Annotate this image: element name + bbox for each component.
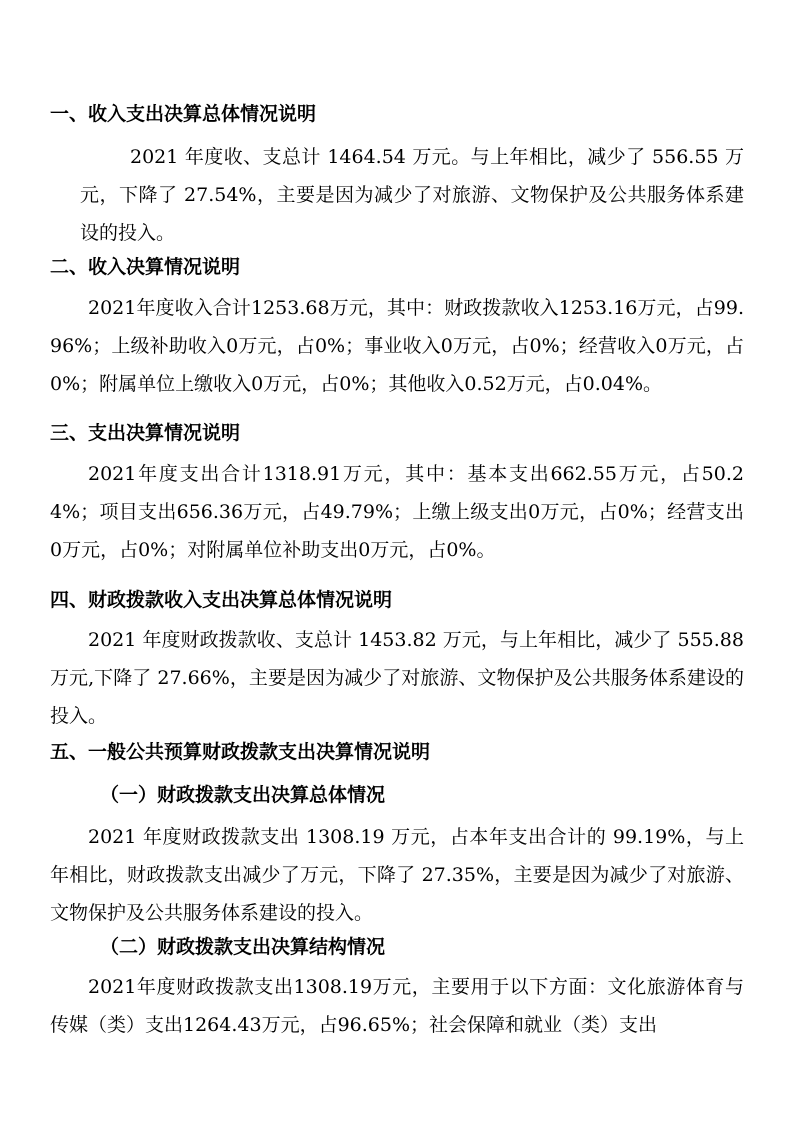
- section-1-heading: 一、收入支出决算总体情况说明: [50, 103, 317, 125]
- section-4-heading: 四、财政拨款收入支出决算总体情况说明: [50, 589, 393, 611]
- subsection-2-heading: （二）财政拨款支出决算结构情况: [100, 936, 386, 958]
- section-3-paragraph: 2021年度支出合计1318.91万元，其中：基本支出662.55万元，占50.24%；项目支出656.36万元，占49.79%；上缴上级支出0万元，占0%；经营支出0万元，占0%；对附属单位补助支出0万元，占0%。: [50, 463, 744, 561]
- section-3-heading: 三、支出决算情况说明: [50, 422, 241, 444]
- subsection-1-heading: （一）财政拨款支出决算总体情况: [100, 784, 386, 806]
- section-4-paragraph: 2021 年度财政拨款收、支总计 1453.82 万元，与上年相比，减少了 555.88 万元,下降了 27.66%，主要是因为减少了对旅游、文物保护及公共服务体系建设的投入。: [50, 629, 744, 727]
- subsection-2-paragraph: 2021年度财政拨款支出1308.19万元，主要用于以下方面：文化旅游体育与传媒（类）支出1264.43万元，占96.65%；社会保障和就业（类）支出: [50, 976, 744, 1036]
- section-2-heading: 二、收入决算情况说明: [50, 256, 241, 278]
- section-5-heading: 五、一般公共预算财政拨款支出决算情况说明: [50, 741, 431, 763]
- section-1-paragraph: 2021 年度收、支总计 1464.54 万元。与上年相比，减少了 556.55 万元，下降了 27.54%，主要是因为减少了对旅游、文物保护及公共服务体系建设的投入。: [80, 146, 744, 244]
- subsection-1-paragraph: 2021 年度财政拨款支出 1308.19 万元，占本年支出合计的 99.19%，与上年相比，财政拨款支出减少了万元，下降了 27.35%，主要是因为减少了对旅游、文物保护及公共服务体系建设的投入。: [50, 826, 744, 924]
- section-2-paragraph: 2021年度收入合计1253.68万元，其中：财政拨款收入1253.16万元，占99.96%；上级补助收入0万元，占0%；事业收入0万元，占0%；经营收入0万元，占0%；附属单位上缴收入0万元，占0%；其他收入0.52万元，占0.04%。: [50, 297, 744, 395]
